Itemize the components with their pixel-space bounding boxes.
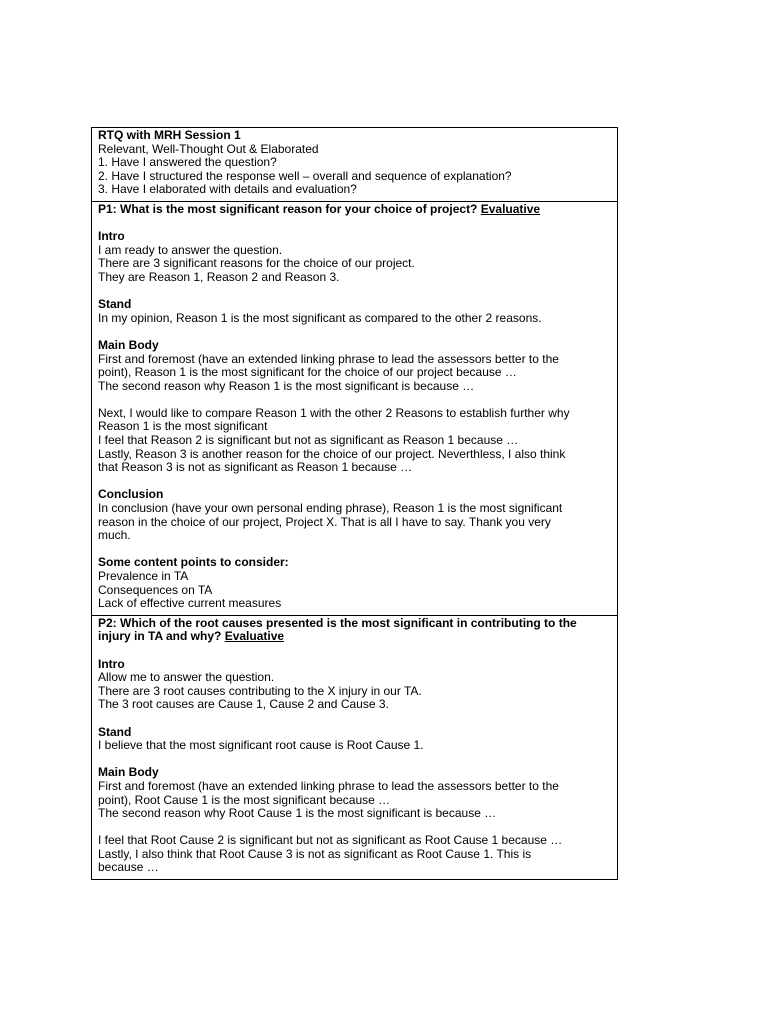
p2-cell (92, 615, 617, 879)
p1-body-line: I feel that Reason 2 is significant but not as significant as Reason 1 because … (98, 433, 519, 448)
header-cell (92, 128, 617, 201)
p1-intro-line: I am ready to answer the question. (98, 242, 283, 257)
p2-body-line: The second reason why Root Cause 1 is the most significant is because … (98, 806, 497, 821)
p2-main-body-heading: Main Body (98, 765, 159, 780)
header-line: 3. Have I elaborated with details and evaluation? (98, 182, 357, 197)
p1-stand-line: In my opinion, Reason 1 is the most significant as compared to the other 2 reasons. (98, 310, 542, 325)
p1-conclusion-heading: Conclusion (98, 487, 164, 502)
session-title: RTQ with MRH Session 1 (98, 128, 241, 142)
p1-conclusion-line: In conclusion (have your own personal ending phrase), Reason 1 is the most significant (98, 501, 563, 516)
p1-body-line: Reason 1 is the most significant (98, 419, 268, 434)
p1-body-line: that Reason 3 is not as significant as Reason 1 because … (98, 460, 413, 475)
p1-body-line: The second reason why Reason 1 is the most significant is because … (98, 378, 475, 393)
p1-content-point: Prevalence in TA (98, 569, 189, 583)
p1-body-line: Next, I would like to compare Reason 1 with the other 2 Reasons to establish further why (98, 405, 570, 420)
p1-content-point: Lack of effective current measures (98, 596, 282, 611)
p2-question-text: injury in TA and why? (98, 629, 222, 644)
p1-intro-heading: Intro (98, 229, 125, 244)
p2-question-line-1: P2: Which of the root causes presented is the most significant in contributing to the (98, 615, 577, 630)
p1-intro-line: There are 3 significant reasons for the choice of our project. (98, 256, 415, 271)
p1-body-line: point), Reason 1 is the most significant for the choice of our project because … (98, 365, 517, 380)
p1-question-text: P1: What is the most significant reason for your choice of project? (98, 201, 478, 216)
p1-content-point: Consequences on TA (98, 582, 213, 597)
p2-intro-heading: Intro (98, 656, 125, 671)
p1-question (98, 203, 611, 217)
header-line: 1. Have I answered the question? (98, 155, 277, 170)
p2-body-line: point), Root Cause 1 is the most significant because … (98, 792, 391, 807)
p1-body-line: Lastly, Reason 3 is another reason for the choice of our project. Neverthless, I also think (98, 446, 566, 461)
p2-intro-line: The 3 root causes are Cause 1, Cause 2 and Cause 3. (98, 697, 389, 712)
p2-evaluative-tag: Evaluative (224, 629, 285, 644)
p2-stand-heading: Stand (98, 724, 132, 739)
p1-conclusion-line: reason in the choice of our project, Project X. That is all I have to say. Thank you very (98, 514, 551, 529)
p2-intro-line: There are 3 root causes contributing to the X injury in our TA. (98, 683, 422, 698)
p1-cell (92, 201, 617, 615)
p2-stand-line: I believe that the most significant root cause is Root Cause 1. (98, 738, 424, 753)
p1-evaluative-tag: Evaluative (480, 201, 541, 216)
p2-body-line: I feel that Root Cause 2 is significant but not as significant as Root Cause 1 because … (98, 833, 563, 848)
p2-intro-line: Allow me to answer the question. (98, 670, 275, 685)
header-line: 2. Have I structured the response well – overall and sequence of explanation? (98, 168, 512, 183)
p1-intro-line: They are Reason 1, Reason 2 and Reason 3. (98, 269, 340, 284)
document-table (91, 127, 618, 880)
p2-question-line-2 (98, 630, 611, 644)
p2-body-line: because … (98, 860, 159, 875)
p2-body-line: First and foremost (have an extended linking phrase to lead the assessors better to the (98, 778, 559, 793)
p1-content-points-heading: Some content points to consider: (98, 555, 289, 570)
header-line: Relevant, Well-Thought Out & Elaborated (98, 141, 319, 156)
p1-main-body-heading: Main Body (98, 337, 159, 352)
p2-body-line: Lastly, I also think that Root Cause 3 is not as significant as Root Cause 1. This is (98, 846, 532, 861)
p1-conclusion-line: much. (98, 528, 131, 543)
p1-body-line: First and foremost (have an extended linking phrase to lead the assessors better to the (98, 351, 559, 366)
p1-stand-heading: Stand (98, 297, 132, 312)
